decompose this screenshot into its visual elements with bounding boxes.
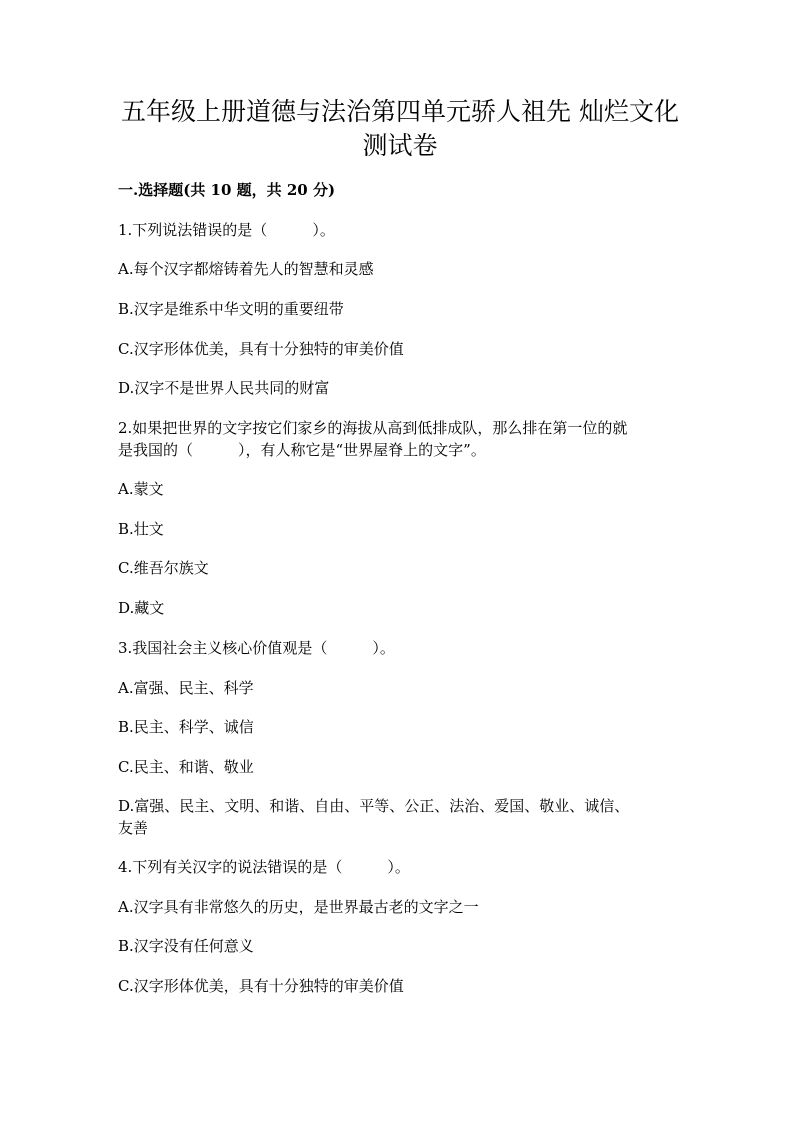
question-3-option-b: B.民主、科学、诚信	[118, 718, 254, 736]
question-4-option-a: A.汉字具有非常悠久的历史，是世界最古老的文字之一	[118, 898, 479, 916]
question-2-option-a: A.蒙文	[118, 480, 164, 498]
title-line-1: 五年级上册道德与法治第四单元骄人祖先 灿烂文化	[121, 97, 679, 126]
question-1-option-b: B.汉字是维系中华文明的重要纽带	[118, 300, 344, 318]
question-3-stem: 3.我国社会主义核心价值观是（ ）。	[118, 639, 395, 657]
question-1-stem: 1.下列说法错误的是（ ）。	[118, 221, 335, 239]
question-2-option-b: B.壮文	[118, 520, 164, 538]
question-3-option-c: C.民主、和谐、敬业	[118, 758, 254, 776]
question-2-option-d: D.藏文	[118, 599, 165, 617]
page-title	[100, 95, 700, 163]
question-2-stem-line-2: 是我国的（ ），有人称它是“世界屋脊上的文字”。	[118, 441, 486, 459]
question-4-option-b: B.汉字没有任何意义	[118, 937, 254, 955]
question-3-option-d-continued: 友善	[118, 819, 149, 837]
title-line-2: 测试卷	[362, 131, 438, 160]
question-1-option-a: A.每个汉字都熔铸着先人的智慧和灵感	[118, 260, 374, 278]
section-heading: 一.选择题(共 10 题，共 20 分)	[118, 181, 336, 199]
question-2-option-c: C.维吾尔族文	[118, 559, 209, 577]
question-1-option-d: D.汉字不是世界人民共同的财富	[118, 379, 330, 397]
question-3-option-a: A.富强、民主、科学	[118, 679, 254, 697]
question-1-option-c: C.汉字形体优美，具有十分独特的审美价值	[118, 340, 404, 358]
question-4-option-c: C.汉字形体优美，具有十分独特的审美价值	[118, 977, 404, 995]
question-3-option-d: D.富强、民主、文明、和谐、自由、平等、公正、法治、爱国、敬业、诚信、	[118, 797, 630, 815]
question-4-stem: 4.下列有关汉字的说法错误的是（ ）。	[118, 858, 410, 876]
question-2-stem-line-1: 2.如果把世界的文字按它们家乡的海拔从高到低排成队，那么排在第一位的就	[118, 419, 628, 437]
